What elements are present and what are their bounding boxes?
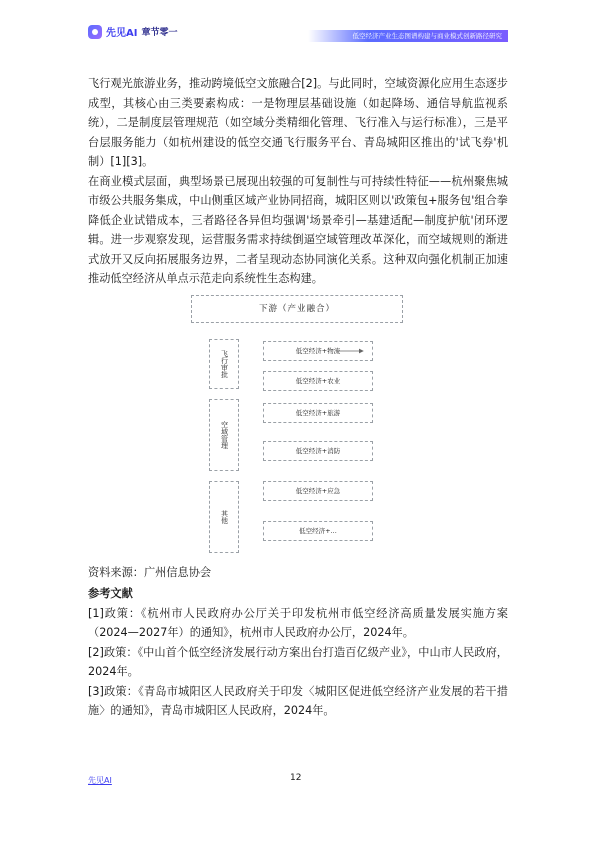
diagram-arrows bbox=[191, 295, 405, 557]
diagram-box: 低空经济+... bbox=[263, 521, 373, 541]
figure-source: 资料来源：广州信息协会 bbox=[88, 565, 212, 579]
page-content bbox=[88, 74, 508, 721]
body-paragraph: 飞行观光旅游业务，推动跨境低空文旅融合[2]。与此同时，空域资源化应用生态逐步成型，其核心由三类要素构成：一是物理层基础设施（如起降场、通信导航监视系统），二是制度层管理规范（如空域分类精细化管理、飞行准入与运行标准），三是平台层服务能力（如杭州建设的低空交通飞行服务平台、青岛城阳区推出的'试飞券'机制）[1][3]。 bbox=[88, 77, 508, 168]
diagram-box: 低空经济+旅游 bbox=[263, 403, 373, 423]
diagram-top-label: 下游（产业融合） bbox=[191, 295, 403, 323]
diagram-column: 其他 bbox=[209, 481, 239, 553]
page-header bbox=[88, 22, 508, 46]
page-number: 12 bbox=[290, 773, 302, 783]
diagram-column: 空域管理 bbox=[209, 399, 239, 471]
logo-icon bbox=[88, 25, 102, 39]
diagram-box: 低空经济+应急 bbox=[263, 481, 373, 501]
brand-logo bbox=[88, 24, 177, 39]
body-paragraph: 在商业模式层面，典型场景已展现出较强的可复制性与可持续性特征——杭州聚焦城市级公共服务集成，中山侧重区域产业协同招商，城阳区则以'政策包+服务包'组合拳降低企业试错成本，三者路径各异但均强调'场景牵引—基建适配—制度护航'闭环逻辑。进一步观察发现，运营服务需求持续倒逼空域管理改革深化，而空域规则的渐进式放开又反向拓展服务边界，二者呈现动态协同演化关系。这种双向强化机制正加速推动低空经济从单点示范走向系统性生态构建。 bbox=[88, 174, 508, 285]
reference-item: [2]政策：《中山首个低空经济发展行动方案出台打造百亿级产业》，中山市人民政府，2024年。 bbox=[88, 645, 508, 678]
diagram-column: 飞行审批 bbox=[209, 339, 239, 389]
industry-diagram bbox=[191, 295, 405, 557]
diagram-box: 低空经济+物流 bbox=[263, 341, 373, 361]
logo-brand: 章节零一 bbox=[141, 28, 178, 38]
reference-item: [1]政策：《杭州市人民政府办公厅关于印发杭州市低空经济高质量发展实施方案（2024—2027年）的通知》，杭州市人民政府办公厅，2024年。 bbox=[88, 606, 508, 639]
logo-text: 先见AI bbox=[106, 28, 138, 39]
references-title: 参考文献 bbox=[88, 587, 133, 600]
diagram-box: 低空经济+农业 bbox=[263, 371, 373, 391]
footer-brand-link[interactable]: 先见AI bbox=[88, 776, 112, 785]
reference-item: [3]政策：《青岛市城阳区人民政府关于印发〈城阳区促进低空经济产业发展的若干措施〉的通知》，青岛市城阳区人民政府，2024年。 bbox=[88, 684, 508, 717]
diagram-box: 低空经济+消防 bbox=[263, 441, 373, 461]
header-banner: 低空经济产业生态图谱构建与商业模式创新路径研究 bbox=[308, 30, 508, 42]
